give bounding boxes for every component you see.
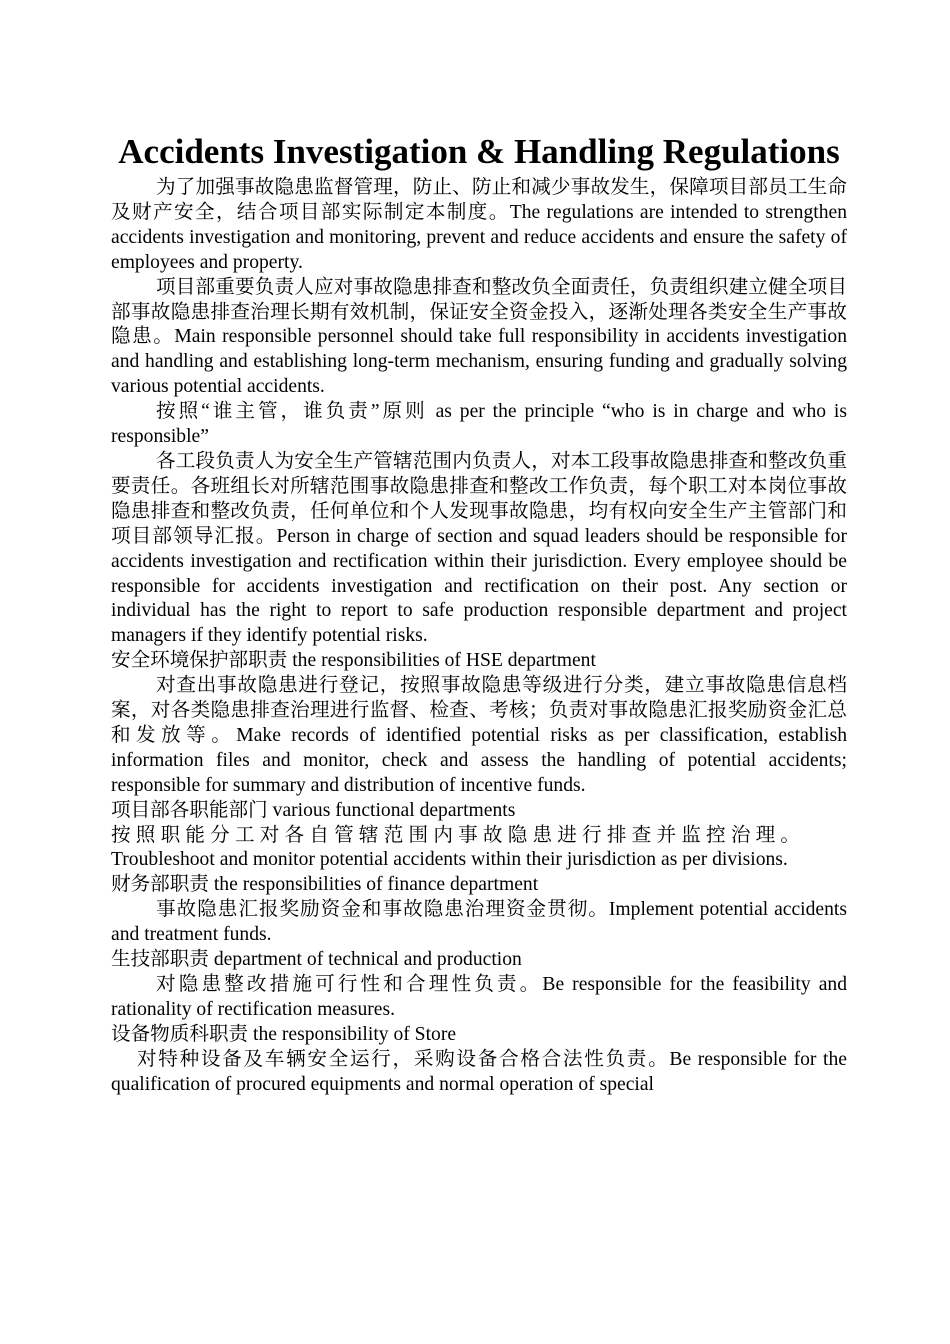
paragraph-principle: 按照“谁主管，谁负责”原则 as per the principle “who is in charge and who is responsible” [111, 401, 847, 448]
paragraph-technical-duties: 对隐患整改措施可行性和合理性负责。Be responsible for the feasibility and rationality of rectification measures. [111, 974, 847, 1020]
document-title: Accidents Investigation & Handling Regulations [118, 132, 840, 171]
paragraph-functional-duties-cn: 按照职能分工对各自管辖范围内事故隐患进行排查并监控治理。 [111, 824, 806, 846]
heading-functional-departments: 项目部各职能部门 various functional departments [111, 799, 516, 821]
heading-store: 设备物质科职责 the responsibility of Store [111, 1023, 457, 1045]
paragraph-finance-duties: 事故隐患汇报奖励资金和事故隐患治理资金贯彻。Implement potential accidents and treatment funds. [111, 899, 847, 946]
paragraph-purpose: 为了加强事故隐患监督管理，防止、防止和减少事故发生，保障项目部员工生命及财产安全，结合项目部实际制定本制度。The regulations are intended to strengthen accidents investigation and monitoring, prevent and reduce accidents and ensure the safety of employees and property. [111, 177, 847, 273]
heading-finance-department: 财务部职责 the responsibilities of finance department [111, 874, 539, 896]
paragraph-section-leaders: 各工段负责人为安全生产管辖范围内负责人，对本工段事故隐患排查和整改负重要责任。各班组长对所辖范围事故隐患排查和整改工作负责，每个职工对本岗位事故隐患排查和整改负责，任何单位和个人发现事故隐患，均有权向安全生产主管部门和项目部领导汇报。Person in charge of section and squad leaders should be responsible for accidents investigation and rectification within their jurisdiction. Every employee should be responsible for accidents investigation and rectification on their post. Any section or individual has the right to report to safe production responsible department and project managers if they identify potential risks. [111, 450, 847, 647]
document-body [111, 127, 847, 1098]
paragraph-main-responsibility: 项目部重要负责人应对事故隐患排查和整改负全面责任，负责组织建立健全项目部事故隐患排查治理长期有效机制，保证安全资金投入，逐渐处理各类安全生产事故隐患。Main responsible personnel should take full responsibility in accidents investigation and handling and establishing long-term mechanism, ensuring funding and gradually solving various potential accidents. [111, 276, 847, 398]
heading-hse-department: 安全环境保护部职责 the responsibilities of HSE department [111, 650, 596, 672]
paragraph-store-duties: 对特种设备及车辆安全运行，采购设备合格合法性负责。Be responsible for the qualification of procured equipments and normal operation of special [111, 1048, 847, 1095]
heading-technical-department: 生技部职责 department of technical and production [111, 949, 522, 971]
paragraph-functional-duties-en: Troubleshoot and monitor potential accidents within their jurisdiction as per divisions. [111, 849, 788, 871]
paragraph-hse-duties: 对查出事故隐患进行登记，按照事故隐患等级进行分类，建立事故隐患信息档案，对各类隐患排查治理进行监督、检查、考核；负责对事故隐患汇报奖励资金汇总和发放等。Make records of identified potential risks as per classification, establish information files and monitor, check and assess the handling of potential accidents; responsible for summary and distribution of incentive funds. [111, 675, 847, 796]
